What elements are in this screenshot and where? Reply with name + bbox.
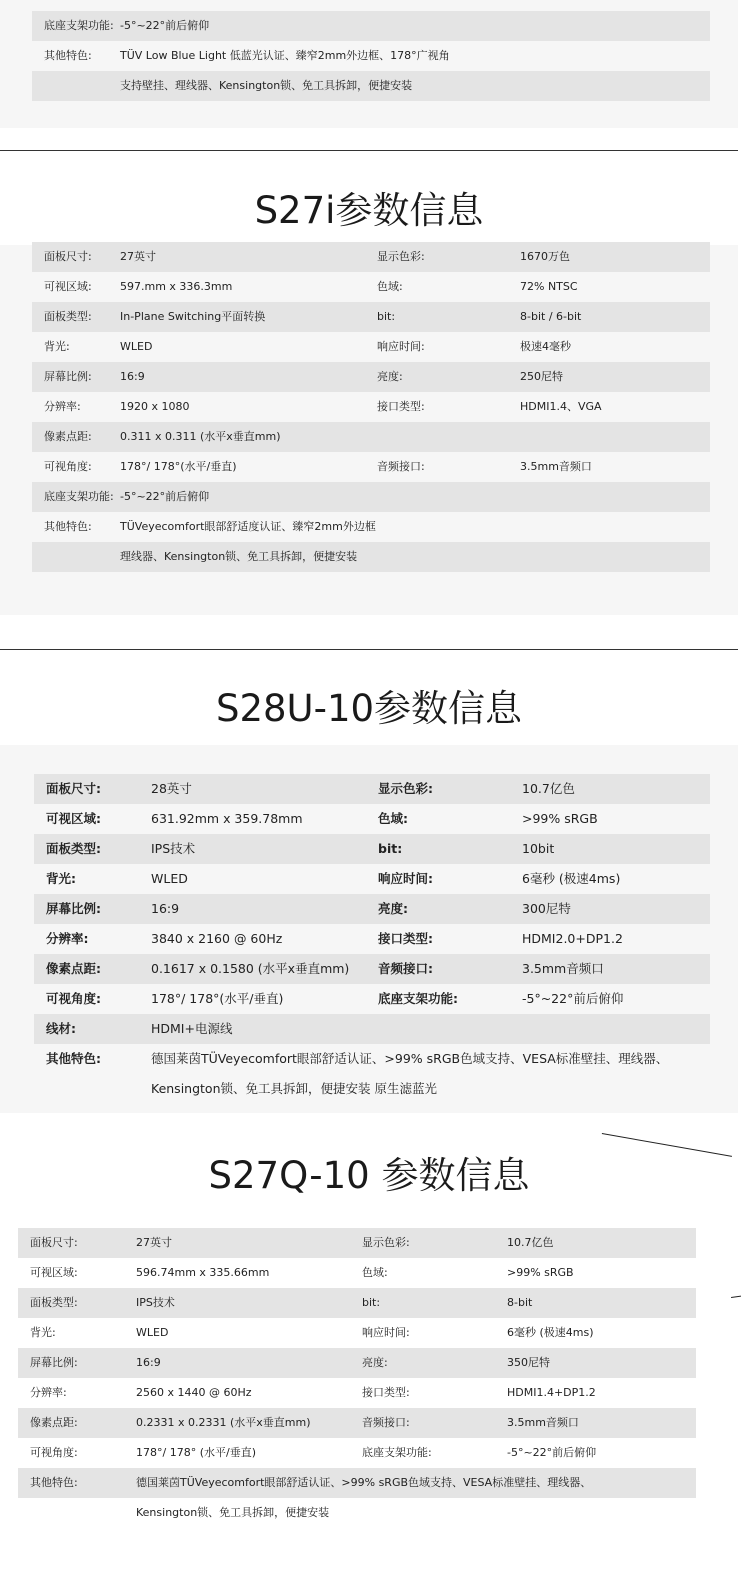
spec-label-2: 底座支架功能: xyxy=(378,991,458,1006)
spec-row xyxy=(32,362,710,392)
spec-row xyxy=(32,332,710,362)
spec-value: 16:9 xyxy=(136,1356,161,1369)
spec-label: 面板尺寸: xyxy=(30,1236,78,1249)
spec-label: 可视角度: xyxy=(44,460,92,473)
spec-value-2: 10bit xyxy=(522,841,555,856)
spec-label-2: bit: xyxy=(377,310,396,323)
spec-label: 面板类型: xyxy=(46,841,101,856)
spec-label: 底座支架功能: xyxy=(44,19,114,32)
spec-label: 面板类型: xyxy=(44,310,92,323)
spec-value: 2560 x 1440 @ 60Hz xyxy=(136,1386,252,1399)
spec-row xyxy=(32,482,710,512)
spec-label-2: 亮度: xyxy=(377,370,403,383)
spec-label: 屏幕比例: xyxy=(46,901,101,916)
spec-row xyxy=(34,774,710,804)
spec-label-2: 音频接口: xyxy=(377,460,425,473)
spec-row xyxy=(32,41,710,71)
spec-value-2: 300尼特 xyxy=(522,901,571,916)
spec-row xyxy=(18,1348,696,1378)
spec-row xyxy=(18,1438,696,1468)
spec-value: 27英寸 xyxy=(136,1236,172,1249)
spec-row xyxy=(34,924,710,954)
spec-value: TÜV Low Blue Light 低蓝光认证、臻窄2mm外边框、178°广视角 xyxy=(120,49,450,62)
spec-label-2: 响应时间: xyxy=(362,1326,410,1339)
spec-value: 16:9 xyxy=(151,901,180,916)
spec-label: 底座支架功能: xyxy=(44,490,114,503)
spec-row xyxy=(32,422,710,452)
spec-value: HDMI+电源线 xyxy=(151,1021,233,1036)
spec-row xyxy=(32,512,710,542)
spec-value-2: 3.5mm音频口 xyxy=(520,460,592,473)
spec-row xyxy=(18,1228,696,1258)
spec-row xyxy=(18,1318,696,1348)
spec-value: Kensington锁、免工具拆卸，便捷安装 xyxy=(136,1506,330,1519)
spec-label-2: 显示色彩: xyxy=(362,1236,410,1249)
spec-value: 支持壁挂、理线器、Kensington锁、免工具拆卸，便捷安装 xyxy=(120,79,413,92)
spec-row xyxy=(32,542,710,572)
spec-value: WLED xyxy=(136,1326,169,1339)
spec-row xyxy=(34,1014,710,1044)
spec-value: 0.1617 x 0.1580 (水平x垂直mm) xyxy=(151,961,350,976)
spec-value: 0.311 x 0.311 (水平x垂直mm) xyxy=(120,430,281,443)
spec-row xyxy=(32,242,710,272)
spec-value: IPS技术 xyxy=(136,1296,175,1309)
spec-value: 3840 x 2160 @ 60Hz xyxy=(151,931,283,946)
spec-label: 分辨率: xyxy=(44,400,81,413)
spec-label: 面板类型: xyxy=(30,1296,78,1309)
spec-row xyxy=(34,954,710,984)
spec-label-2: 亮度: xyxy=(378,901,408,916)
spec-label: 其他特色: xyxy=(46,1051,101,1066)
spec-value-2: >99% sRGB xyxy=(522,811,598,826)
spec-value-2: 8-bit / 6-bit xyxy=(520,310,582,323)
divider-line xyxy=(0,649,738,650)
spec-value-2: 10.7亿色 xyxy=(522,781,575,796)
spec-label: 分辨率: xyxy=(30,1386,67,1399)
spec-value: -5°~22°前后俯仰 xyxy=(120,19,210,32)
spec-value-2: 6毫秒 (极速4ms) xyxy=(522,871,621,886)
spec-row xyxy=(18,1258,696,1288)
spec-value-2: -5°~22°前后俯仰 xyxy=(507,1446,597,1459)
spec-row xyxy=(32,71,710,101)
spec-row xyxy=(18,1498,696,1528)
spec-label-2: 亮度: xyxy=(362,1356,388,1369)
spec-label: 像素点距: xyxy=(44,430,92,443)
spec-value: 596.74mm x 335.66mm xyxy=(136,1266,270,1279)
spec-row xyxy=(18,1378,696,1408)
spec-row xyxy=(18,1468,696,1498)
spec-row xyxy=(34,984,710,1014)
spec-value-2: 1670万色 xyxy=(520,250,570,263)
spec-value-2: -5°~22°前后俯仰 xyxy=(522,991,624,1006)
spec-label-2: 显示色彩: xyxy=(377,250,425,263)
spec-label-2: bit: xyxy=(362,1296,381,1309)
spec-label: 背光: xyxy=(30,1326,56,1339)
spec-label-2: 色域: xyxy=(377,280,403,293)
spec-value-2: 350尼特 xyxy=(507,1356,550,1369)
section-title-s27i: S27i参数信息 xyxy=(0,180,738,242)
spec-label-2: 接口类型: xyxy=(377,400,425,413)
spec-value: 178°/ 178° (水平/垂直) xyxy=(136,1446,256,1459)
spec-row xyxy=(34,1074,710,1104)
spec-label: 其他特色: xyxy=(44,520,92,533)
spec-value: IPS技术 xyxy=(151,841,196,856)
spec-value: 28英寸 xyxy=(151,781,192,796)
spec-label-2: 接口类型: xyxy=(378,931,433,946)
spec-value: -5°~22°前后俯仰 xyxy=(120,490,210,503)
spec-label: 可视区域: xyxy=(30,1266,78,1279)
decorative-line xyxy=(731,1296,741,1298)
spec-value-2: HDMI1.4+DP1.2 xyxy=(507,1386,596,1399)
spec-value: TÜVeyecomfort眼部舒适度认证、臻窄2mm外边框 xyxy=(120,520,376,533)
spec-value: 理线器、Kensington锁、免工具拆卸，便捷安装 xyxy=(120,550,358,563)
spec-value-2: 10.7亿色 xyxy=(507,1236,554,1249)
spec-row xyxy=(34,894,710,924)
spec-value: WLED xyxy=(120,340,153,353)
spec-label: 屏幕比例: xyxy=(30,1356,78,1369)
spec-value: 631.92mm x 359.78mm xyxy=(151,811,303,826)
spec-label: 其他特色: xyxy=(30,1476,78,1489)
spec-row xyxy=(32,272,710,302)
spec-value-2: >99% sRGB xyxy=(507,1266,574,1279)
spec-row xyxy=(34,834,710,864)
spec-label-2: 色域: xyxy=(378,811,408,826)
spec-label-2: 音频接口: xyxy=(362,1416,410,1429)
spec-label-2: 显示色彩: xyxy=(378,781,433,796)
spec-label-2: bit: xyxy=(378,841,403,856)
spec-value: WLED xyxy=(151,871,188,886)
spec-label: 可视角度: xyxy=(46,991,101,1006)
spec-value: Kensington锁、免工具拆卸，便捷安装 原生滤蓝光 xyxy=(151,1081,437,1096)
spec-label: 可视角度: xyxy=(30,1446,78,1459)
spec-label-2: 色域: xyxy=(362,1266,388,1279)
spec-value-2: HDMI1.4、VGA xyxy=(520,400,602,413)
spec-label: 背光: xyxy=(44,340,70,353)
spec-label: 屏幕比例: xyxy=(44,370,92,383)
spec-label: 可视区域: xyxy=(44,280,92,293)
spec-label-2: 响应时间: xyxy=(377,340,425,353)
spec-value: In-Plane Switching平面转换 xyxy=(120,310,266,323)
spec-value: 27英寸 xyxy=(120,250,156,263)
spec-label: 像素点距: xyxy=(46,961,101,976)
spec-value: 178°/ 178°(水平/垂直) xyxy=(151,991,284,1006)
spec-label-2: 底座支架功能: xyxy=(362,1446,432,1459)
spec-label: 背光: xyxy=(46,871,76,886)
spec-value: 德国莱茵TÜVeyecomfort眼部舒适认证、>99% sRGB色域支持、VESA标准壁挂、理线器、 xyxy=(136,1476,592,1489)
spec-value: 16:9 xyxy=(120,370,145,383)
spec-value: 178°/ 178°(水平/垂直) xyxy=(120,460,237,473)
spec-label: 面板尺寸: xyxy=(46,781,101,796)
spec-value-2: 3.5mm音频口 xyxy=(522,961,604,976)
spec-row xyxy=(32,11,710,41)
divider-line xyxy=(0,150,738,151)
spec-value: 1920 x 1080 xyxy=(120,400,190,413)
spec-row xyxy=(18,1288,696,1318)
spec-label: 其他特色: xyxy=(44,49,92,62)
spec-value-2: 250尼特 xyxy=(520,370,563,383)
spec-label: 像素点距: xyxy=(30,1416,78,1429)
spec-row xyxy=(32,392,710,422)
spec-row xyxy=(32,452,710,482)
spec-row xyxy=(34,864,710,894)
spec-label-2: 响应时间: xyxy=(378,871,433,886)
spec-value: 0.2331 x 0.2331 (水平x垂直mm) xyxy=(136,1416,311,1429)
spec-value-2: 3.5mm音频口 xyxy=(507,1416,579,1429)
spec-value: 德国莱茵TÜVeyecomfort眼部舒适认证、>99% sRGB色域支持、VESA标准壁挂、理线器、 xyxy=(151,1051,669,1066)
spec-label-2: 音频接口: xyxy=(378,961,433,976)
spec-value: 597.mm x 336.3mm xyxy=(120,280,233,293)
section-title-s27q: S27Q-10 参数信息 xyxy=(208,1154,530,1197)
spec-label: 可视区域: xyxy=(46,811,101,826)
spec-value-2: 8-bit xyxy=(507,1296,533,1309)
spec-value-2: 6毫秒 (极速4ms) xyxy=(507,1326,594,1339)
spec-label: 分辨率: xyxy=(46,931,89,946)
spec-row xyxy=(34,1044,710,1074)
spec-value-2: HDMI2.0+DP1.2 xyxy=(522,931,623,946)
spec-row xyxy=(32,302,710,332)
spec-label: 线材: xyxy=(46,1021,76,1036)
spec-label: 面板尺寸: xyxy=(44,250,92,263)
spec-row xyxy=(18,1408,696,1438)
spec-label-2: 接口类型: xyxy=(362,1386,410,1399)
spec-row xyxy=(34,804,710,834)
section-title-s28u: S28U-10参数信息 xyxy=(0,675,738,743)
spec-value-2: 72% NTSC xyxy=(520,280,578,293)
spec-value-2: 极速4毫秒 xyxy=(520,340,571,353)
